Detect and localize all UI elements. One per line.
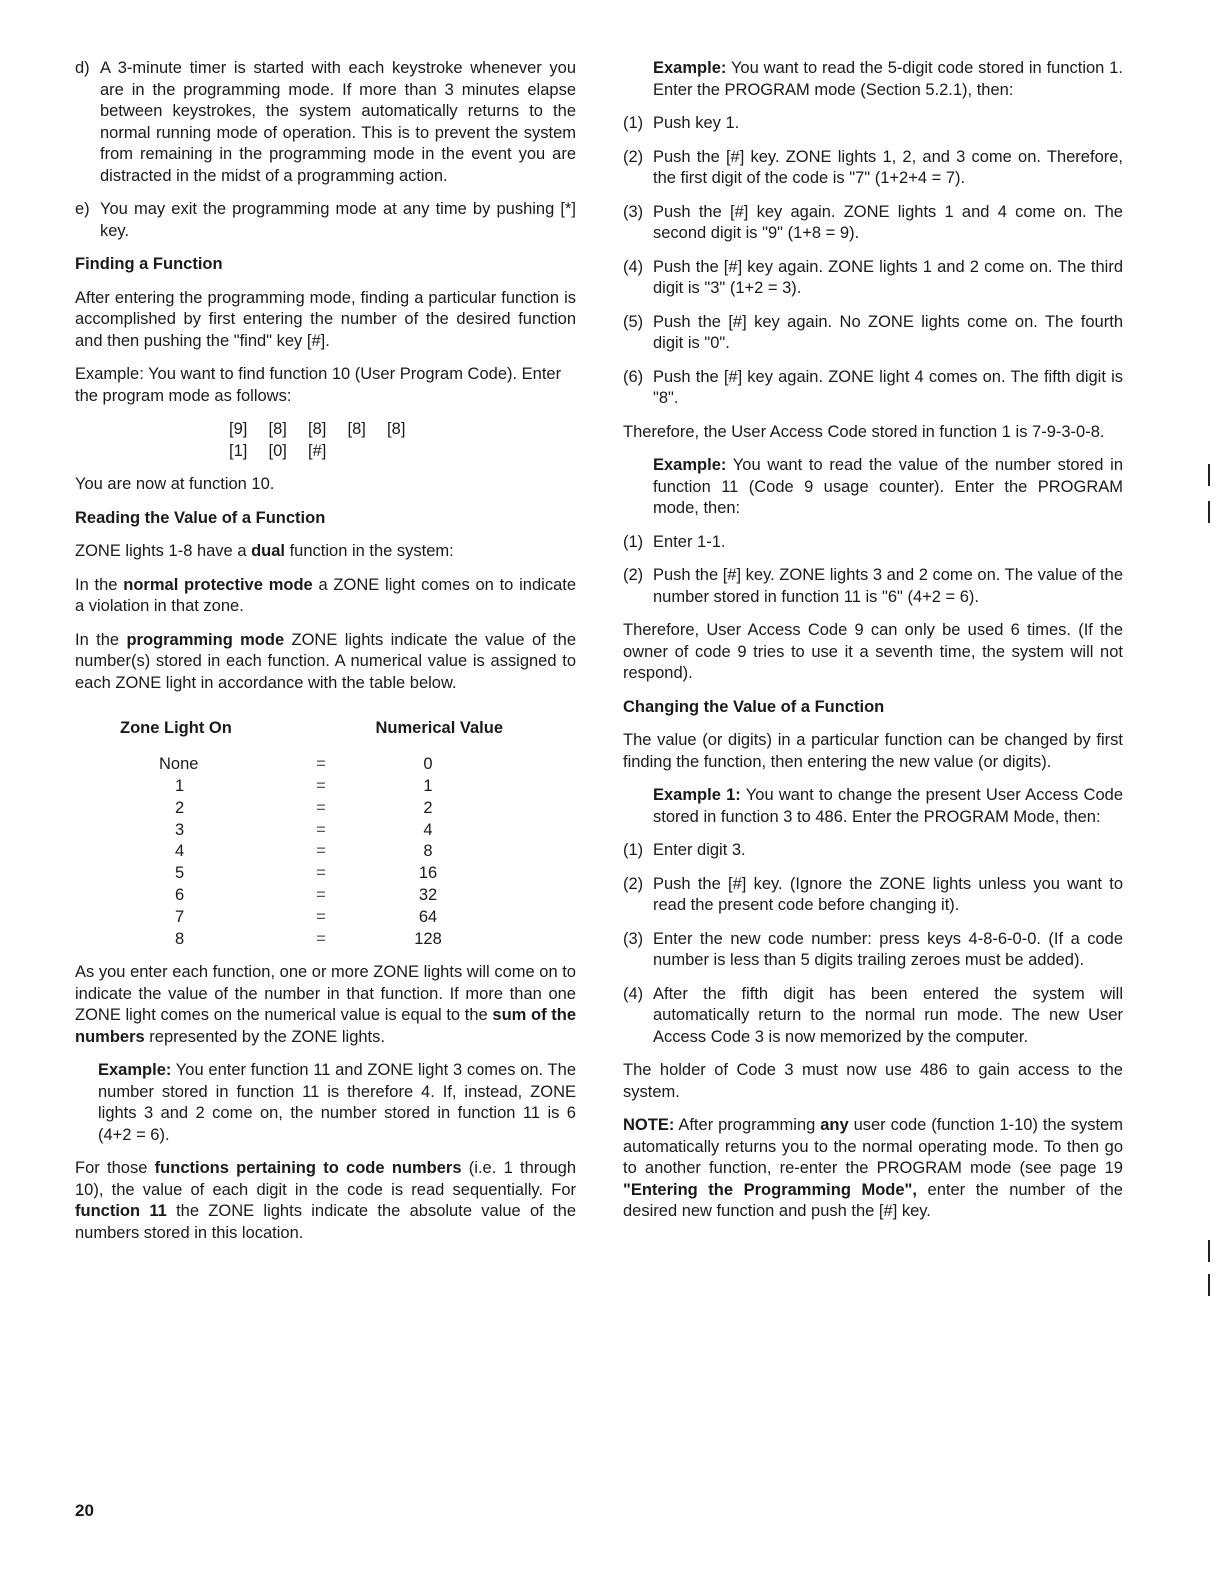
sum-paragraph xyxy=(75,962,576,1048)
note-label: NOTE: xyxy=(623,1116,675,1134)
text-run: ZONE lights 1-8 have a xyxy=(75,542,252,560)
example-read-code xyxy=(623,58,1123,101)
step-item xyxy=(623,532,1123,554)
bold-text: "Entering the Programming Mode", xyxy=(623,1180,917,1199)
equals-sign: = xyxy=(316,907,326,926)
text-run: the ZONE lights indicate the absolute value of the numbers stored in this location. xyxy=(75,1202,576,1242)
left-column xyxy=(75,58,576,1256)
value-cell: 2 xyxy=(423,798,433,817)
zone-cell: 6 xyxy=(175,885,185,904)
therefore-counter-paragraph: Therefore, User Access Code 9 can only be used 6 times. (If the owner of code 9 tries to use it a seventh time, the system will not respond). xyxy=(623,621,1123,682)
equals-sign: = xyxy=(316,755,326,774)
step-text: Push the [#] key. ZONE lights 3 and 2 come on. The value of the number stored in function 11 is "6" (4+2 = 6). xyxy=(653,566,1123,606)
steps-read-counter xyxy=(623,532,1123,609)
step-number: (2) xyxy=(623,874,644,893)
value-cell: 128 xyxy=(414,929,442,948)
step-item xyxy=(623,874,1123,917)
step-number: (2) xyxy=(623,566,644,584)
table-row xyxy=(75,863,503,885)
bold-text: sum of the numbers xyxy=(75,1006,576,1046)
step-text: Push the [#] key again. No ZONE lights come on. The fourth digit is "0". xyxy=(653,312,1123,352)
table-header-zone: Zone Light On xyxy=(120,719,232,737)
step-text: Push key 1. xyxy=(653,114,740,132)
bold-text: any xyxy=(820,1116,849,1134)
bold-text: function 11 xyxy=(75,1202,167,1221)
bold-text: dual xyxy=(251,542,285,560)
holder-paragraph: The holder of Code 3 must now use 486 to gain access to the system. xyxy=(623,1061,1123,1101)
programming-mode-paragraph xyxy=(75,630,576,695)
value-cell: 16 xyxy=(418,864,438,883)
step-number: (6) xyxy=(623,367,644,386)
step-item xyxy=(623,202,1123,245)
equals-sign: = xyxy=(316,798,326,817)
sum-example xyxy=(75,1060,576,1146)
text-run: As you enter each function, one or more ZONE lights will come on to indicate the value of the number in that function. If more than one ZONE light comes on the numerical value is equal to the xyxy=(75,963,576,1025)
steps-change-code xyxy=(623,840,1123,1048)
step-number: (4) xyxy=(623,984,644,1003)
key-sequence xyxy=(75,419,576,462)
table-body xyxy=(75,754,503,950)
zone-value-table xyxy=(75,718,503,950)
text-run: enter the number of the desired new function and push the [#] key. xyxy=(623,1180,1123,1220)
value-cell: 8 xyxy=(423,842,433,861)
step-item xyxy=(623,312,1123,355)
step-text: Push the [#] key again. ZONE light 4 comes on. The fifth digit is "8". xyxy=(653,367,1123,407)
table-row xyxy=(75,754,503,776)
step-text: Enter 1-1. xyxy=(653,532,726,551)
change-bar xyxy=(1208,501,1210,523)
step-item xyxy=(623,257,1123,300)
bold-text: programming mode xyxy=(126,630,285,649)
step-number: (1) xyxy=(623,841,644,859)
zone-cell: 3 xyxy=(175,820,185,839)
therefore-code-paragraph: Therefore, the User Access Code stored in function 1 is 7-9-3-0-8. xyxy=(623,422,1105,441)
table-header-row xyxy=(75,718,503,754)
zone-cell: 8 xyxy=(175,929,185,948)
table-header-value: Numerical Value xyxy=(375,719,503,737)
step-text: Enter digit 3. xyxy=(653,841,746,859)
step-number: (1) xyxy=(623,114,644,132)
step-number: (4) xyxy=(623,257,644,276)
normal-mode-paragraph xyxy=(75,575,576,618)
step-item xyxy=(623,113,1123,135)
equals-sign: = xyxy=(316,864,326,883)
list-marker: d) xyxy=(75,59,90,77)
zone-cell: 7 xyxy=(175,907,185,926)
step-number: (3) xyxy=(623,202,644,221)
equals-sign: = xyxy=(316,929,326,948)
value-cell: 64 xyxy=(418,907,438,926)
table-row xyxy=(75,841,503,863)
text-run: In the xyxy=(75,575,124,594)
step-item xyxy=(623,984,1123,1049)
section-heading-changing: Changing the Value of a Function xyxy=(623,697,885,716)
step-number: (3) xyxy=(623,929,644,948)
value-cell: 32 xyxy=(418,885,438,904)
step-item xyxy=(623,929,1123,972)
step-item xyxy=(623,367,1123,410)
text-run: You enter function 11 and ZONE light 3 comes on. The number stored in function 11 is therefore 4. If, instead, ZONE lights 3 and 2 come on, the number stored in function 11 is 6 (4+2 = 6). xyxy=(98,1061,576,1144)
step-text: Push the [#] key. (Ignore the ZONE lights unless you want to read the present code before changing it). xyxy=(653,874,1123,914)
function-reached-text: You are now at function 10. xyxy=(75,475,275,493)
example-label: Example: xyxy=(653,456,727,474)
value-cell: 1 xyxy=(423,776,433,795)
step-item xyxy=(623,147,1123,190)
text-run: For those xyxy=(75,1159,155,1178)
step-text: After the fifth digit has been entered the system will automatically return to the normal run mode. The new User Access Code 3 is now memorized by the computer. xyxy=(653,984,1123,1046)
equals-sign: = xyxy=(316,842,326,861)
example-label: Example: xyxy=(98,1061,172,1080)
code-numbers-paragraph xyxy=(75,1158,576,1244)
zone-cell: 4 xyxy=(175,842,185,861)
zone-cell: 1 xyxy=(175,776,185,795)
zone-cell: 2 xyxy=(175,798,185,817)
table-row xyxy=(75,907,503,929)
table-row xyxy=(75,819,503,841)
step-text: Push the [#] key again. ZONE lights 1 and 2 come on. The third digit is "3" (1+2 = 3). xyxy=(653,257,1123,297)
step-text: Push the [#] key again. ZONE lights 1 and 4 come on. The second digit is "9" (1+8 = 9). xyxy=(653,202,1123,242)
text-run: ZONE lights indicate the value of the number(s) stored in each function. A numerical value is assigned to each ZONE light in accordance with the table below. xyxy=(75,630,576,692)
table-row xyxy=(75,776,503,798)
step-text: Push the [#] key. ZONE lights 1, 2, and 3 come on. Therefore, the first digit of the code is "7" (1+2+4 = 7). xyxy=(653,147,1123,187)
list-item-d xyxy=(75,58,576,187)
example-label: Example: xyxy=(653,59,727,77)
zone-cell: 5 xyxy=(175,864,185,883)
list-item-text: A 3-minute timer is started with each keystroke whenever you are in the programming mode. If more than 3 minutes elapse between keystrokes, the system automatically returns to the normal running mode of operation. This is to prevent the system from remaining in the programming mode in the event you are distracted in the midst of a programming action. xyxy=(100,59,576,185)
step-text: Enter the new code number: press keys 4-8-6-0-0. (If a code number is less than 5 digits trailing zeroes must be added). xyxy=(653,929,1123,969)
finding-example: Example: You want to find function 10 (User Program Code). Enter the program mode as follows: xyxy=(75,365,562,405)
table-row xyxy=(75,885,503,907)
text-run: You want to read the value of the number stored in function 11 (Code 9 usage counter). Enter the PROGRAM mode, then: xyxy=(653,456,1123,517)
list-marker: e) xyxy=(75,200,90,218)
text-run: In the xyxy=(75,630,127,649)
step-number: (2) xyxy=(623,147,644,166)
text-run: represented by the ZONE lights. xyxy=(144,1027,385,1046)
section-heading-reading: Reading the Value of a Function xyxy=(75,508,326,527)
example-change-code xyxy=(623,785,1123,828)
text-run: You want to read the 5-digit code stored in function 1. Enter the PROGRAM mode (Section 5.2.1), then: xyxy=(653,59,1123,99)
table-row xyxy=(75,798,503,820)
text-run: You want to change the present User Access Code stored in function 3 to 486. Enter the PROGRAM Mode, then: xyxy=(653,786,1124,826)
note-paragraph xyxy=(623,1115,1123,1223)
page-number: 20 xyxy=(75,1501,94,1520)
steps-read-code xyxy=(623,113,1123,410)
bold-text: functions pertaining to code numbers xyxy=(154,1159,462,1178)
key-sequence-line: [1] [0] [#] xyxy=(229,441,327,460)
changing-paragraph: The value (or digits) in a particular function can be changed by first finding the function, then entering the new value (or digits). xyxy=(623,731,1123,771)
change-bar xyxy=(1208,1274,1210,1296)
example-read-counter xyxy=(623,455,1123,520)
step-number: (1) xyxy=(623,532,644,551)
list-item-e xyxy=(75,199,576,242)
step-number: (5) xyxy=(623,312,644,331)
right-column xyxy=(623,58,1123,1235)
value-cell: 4 xyxy=(423,820,433,839)
equals-sign: = xyxy=(316,820,326,839)
finding-paragraph: After entering the programming mode, finding a particular function is accomplished by first entering the number of the desired function and then pushing the "find" key [#]. xyxy=(75,288,576,350)
text-run: function in the system: xyxy=(285,542,454,560)
text-run: After programming xyxy=(674,1116,821,1134)
bold-text: normal protective mode xyxy=(123,575,313,594)
equals-sign: = xyxy=(316,776,326,795)
value-cell: 0 xyxy=(423,755,433,774)
key-sequence-line: [9] [8] [8] [8] [8] xyxy=(229,420,406,438)
text-run: a ZONE light comes on to indicate a violation in that zone. xyxy=(75,575,577,615)
list-item-text: You may exit the programming mode at any time by pushing [*] key. xyxy=(100,200,576,240)
equals-sign: = xyxy=(316,885,326,904)
change-bar xyxy=(1208,464,1210,486)
text-run: user code (function 1-10) the system automatically returns you to the normal operating mode. To then go to another function, re-enter the PROGRAM mode (see page 19 xyxy=(623,1116,1123,1177)
step-item xyxy=(623,565,1123,608)
change-bar xyxy=(1208,1240,1210,1262)
section-heading-finding: Finding a Function xyxy=(75,255,223,273)
table-row xyxy=(75,928,503,950)
step-item xyxy=(623,840,1123,862)
example-label: Example 1: xyxy=(653,786,741,804)
dual-function-paragraph xyxy=(75,541,576,563)
text-run: (i.e. 1 through 10), the value of each digit in the code is read sequentially. For xyxy=(75,1159,576,1199)
table-header-spacer xyxy=(289,718,353,754)
zone-cell: None xyxy=(159,755,199,774)
